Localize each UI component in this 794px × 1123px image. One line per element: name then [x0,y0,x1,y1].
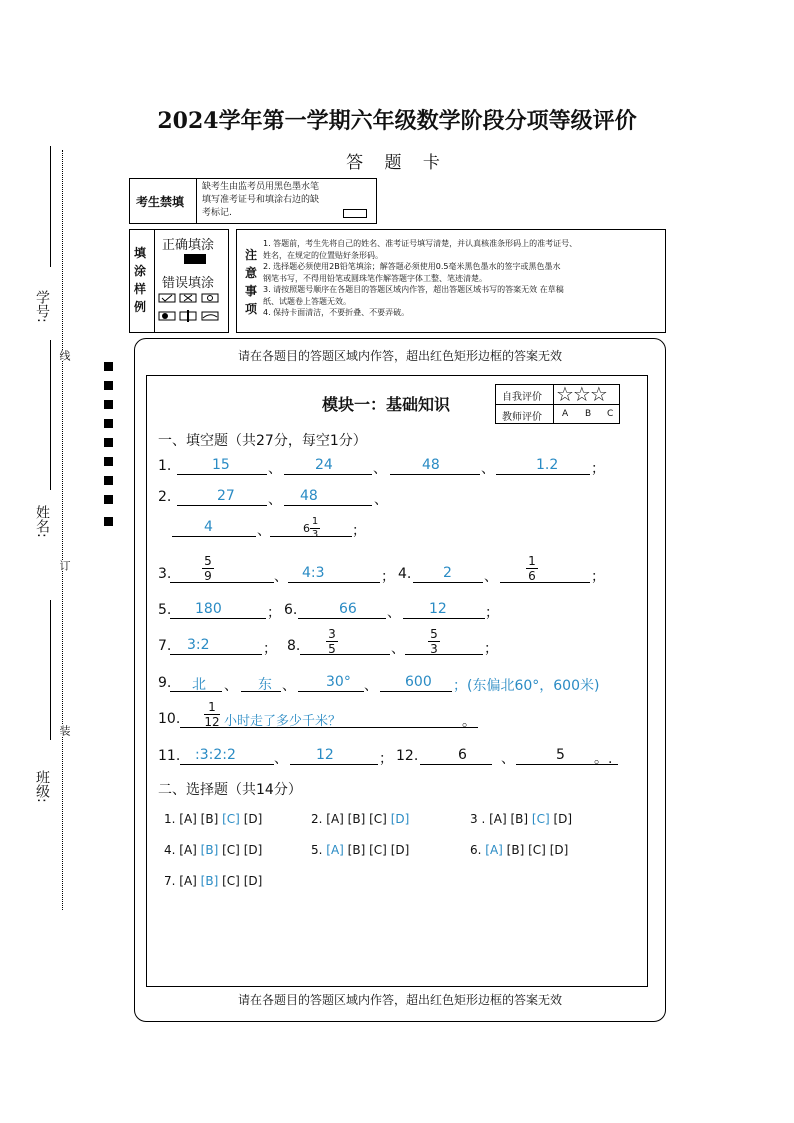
q8-a-denominator: 5 [326,641,338,656]
q2-answer-d-frac[interactable] [310,516,320,541]
q1-answer-a[interactable]: 15 [212,457,230,473]
class-label: 班级: [34,770,50,803]
name-label: 姓名: [34,505,50,538]
notice-item: 纸、试题卷上答题无效。 [263,296,351,306]
choice-question-4 [164,843,262,857]
binding-ding: 订 [58,560,71,571]
position-mark [104,495,113,504]
grade-c[interactable]: C [607,409,614,419]
position-mark [104,381,113,390]
q4-num: 4. [398,566,412,582]
choice-number: 7. [164,874,180,888]
q2-d-denominator: 3 [311,529,319,540]
q9-sep: 、 [282,678,296,694]
q4-sep: 、 [484,569,498,585]
absence-box [129,178,377,224]
q11-sep: 、 [274,751,288,767]
student-no-label: 学号: [34,290,50,323]
notice-vertical-label: 注意事项 [245,248,258,316]
binding-zhuang: 装 [58,725,71,736]
q10-answer-text[interactable]: 小时走了多少千米？ [224,714,342,729]
absence-text-2: 填写准考证号和填涂右边的缺 [202,195,320,205]
choice-question-6 [470,843,568,857]
choice-option[interactable]: [A] [179,812,197,826]
q9-answer-a[interactable]: 北 [192,677,206,693]
grade-a[interactable]: A [562,409,569,419]
q10-numerator: 1 [208,700,216,714]
absence-text-3: 考标记. [202,208,232,218]
choice-option[interactable]: [C] [369,843,387,857]
choice-option[interactable]: [C] [222,843,240,857]
sample-vertical-label: 填涂样例 [134,246,147,314]
position-mark [104,517,113,526]
q8-answer-b[interactable] [428,627,440,656]
choice-option[interactable]: [C] [528,843,546,857]
q12-answer-a[interactable]: 6 [458,747,467,763]
q7-num: 7. [158,638,172,654]
q4-answer-b[interactable] [526,554,538,583]
choice-number: 4. [164,843,180,857]
choice-number: 3 . [470,812,490,826]
binding-xian: 线 [58,350,71,361]
q12-num: 12. [396,748,419,764]
self-eval-label: 自我评价 [502,392,542,403]
q10-end: 。 [462,714,476,730]
q2-sep: 、 [374,492,388,508]
choice-option[interactable]: [C] [222,812,240,826]
q2-answer-a[interactable]: 27 [217,488,235,504]
choice-option[interactable]: [A] [326,843,344,857]
q2-answer-d-int[interactable]: 6 [303,522,310,535]
choice-option[interactable]: [D] [549,843,569,857]
choice-option[interactable]: [B] [510,812,529,826]
q9-num: 9. [158,675,172,691]
q11-num: 11. [158,748,181,764]
choice-option[interactable]: [B] [200,812,219,826]
q8-num: 8. [287,638,301,654]
choice-number: 2. [311,812,327,826]
q4-end: ； [591,569,605,585]
wrong-fill-samples [158,292,228,328]
choice-option[interactable]: [B] [200,874,219,888]
choice-option[interactable]: [C] [531,812,550,826]
q11-end: ； [379,751,393,767]
grade-b[interactable]: B [585,409,592,419]
binding-dotted-line [62,150,63,910]
absence-text-1: 缺考生由监考员用黑色墨水笔 [202,182,320,192]
notice-item: 2. 选择题必须使用2B铅笔填涂；解答题必须使用0.5毫米黑色墨水的签字或黑色墨水 [263,262,561,271]
correct-fill-label: 正确填涂 [162,238,215,253]
eval-table [495,384,620,424]
q4-numerator: 1 [528,554,536,568]
choice-option[interactable]: [B] [347,812,366,826]
notice-item: 1. 答题前，考生先将自己的姓名、准考证号填写清楚，并认真核准条形码上的准考证号、 [263,239,578,248]
position-mark [104,400,113,409]
q8-sep: 、 [391,641,405,657]
q9-sep: 、 [364,678,378,694]
position-mark [104,419,113,428]
page-subtitle: 答 题 卡 [346,153,448,173]
section2-heading: 二、选择题（共14分） [158,782,302,798]
q3-sep: 、 [274,569,288,585]
q9-answer-c[interactable]: 30° [326,674,351,690]
q11-answer-b[interactable]: 12 [316,747,334,763]
q8-answer-a[interactable] [326,627,338,656]
q1-sep: 、 [268,461,282,477]
q1-answer-d[interactable]: 1.2 [536,457,559,473]
q4-answer-a[interactable]: 2 [443,565,452,581]
choice-option[interactable]: [D] [390,812,410,826]
q1-answer-c[interactable]: 48 [422,457,440,473]
q12-sep: 、 [501,751,515,767]
q9-sep: 、 [224,678,238,694]
choice-question-7 [164,874,262,888]
wrong-fill-label: 错误填涂 [162,276,215,291]
q5-num: 5. [158,602,172,618]
correct-fill-sample [184,254,206,264]
position-mark [104,476,113,485]
q6-answer-a[interactable]: 66 [339,601,357,617]
choice-question-2 [311,812,409,826]
choice-option[interactable]: [D] [390,843,410,857]
warning-top: 请在各题目的答题区域内作答，超出红色矩形边框的答案无效 [237,349,562,363]
q6-answer-b[interactable]: 12 [429,601,447,617]
choice-option[interactable]: [D] [243,843,263,857]
q3-answer-b[interactable]: 4:3 [302,565,325,581]
q2-end: ； [352,523,366,539]
choice-option[interactable]: [A] [326,812,344,826]
q10-denominator: 12 [204,715,220,729]
notice-item: 姓名，在规定的位置贴好条形码。 [263,250,383,260]
q6-end: ； [485,605,499,621]
choice-number: 6. [470,843,486,857]
choice-option[interactable]: [C] [222,874,240,888]
q8-b-numerator: 5 [430,627,438,641]
choice-option[interactable]: [C] [369,812,387,826]
choice-option[interactable]: [B] [506,843,525,857]
q6-sep: 、 [387,605,401,621]
q9-answer-b[interactable]: 东 [258,677,272,693]
position-mark [104,438,113,447]
q2-answer-b[interactable]: 48 [300,488,318,504]
q8-b-denominator: 3 [428,641,440,656]
q12-answer-b[interactable]: 5 [556,747,565,763]
q2-num: 2. [158,489,172,505]
q6-num: 6. [284,602,298,618]
section1-heading: 一、填空题（共27分，每空1分） [158,433,367,449]
name-line [50,340,51,490]
q5-answer[interactable]: 180 [195,601,222,617]
absence-mark-box[interactable] [343,209,367,218]
teacher-eval-label: 教师评价 [502,412,542,423]
q3-end: ； [381,569,395,585]
position-mark [104,457,113,466]
choice-option[interactable]: [A] [179,874,197,888]
q10-answer-frac[interactable] [204,700,220,729]
choice-option[interactable]: [B] [347,843,366,857]
choice-number: 1. [164,812,180,826]
notice-item: 钢笔书写，不得用铅笔或圆珠笔作解答题字体工整、笔迹清楚。 [263,273,487,283]
choice-option[interactable]: [D] [553,812,573,826]
q3-answer-a[interactable] [202,554,214,583]
q7-end: ； [263,641,277,657]
choice-option[interactable]: [D] [243,874,263,888]
q10-num: 10. [158,711,181,727]
choice-number: 5. [311,843,327,857]
q1-num: 1. [158,458,172,474]
choice-question-1 [164,812,262,826]
q2-d-numerator: 1 [311,516,319,527]
module-title: 模块一：基础知识 [322,395,451,414]
q1-answer-b[interactable]: 24 [315,457,333,473]
notice-item: 3. 请按照题号顺序在各题目的答题区域内作答，超出答题区域书写的答案无效 在草稿 [263,285,564,294]
q11-answer-a[interactable]: :3:2:2 [195,747,236,763]
q5-end: ； [267,605,281,621]
q8-a-numerator: 3 [328,627,336,641]
q1-sep: 、 [481,461,495,477]
choice-question-3 [470,812,572,826]
page-title: 2024学年第一学期六年级数学阶段分项等级评价 [157,108,637,134]
q9-tail-note: ；(东偏北60°，600米) [453,678,600,694]
choice-option[interactable]: [B] [200,843,219,857]
position-mark [104,362,113,371]
q12-end: 。. [594,751,613,767]
choice-option[interactable]: [A] [489,812,507,826]
choice-question-5 [311,843,409,857]
q1-end: ； [591,461,605,477]
q2-sep: 、 [257,523,271,539]
q7-answer[interactable]: 3:2 [187,637,210,653]
student-no-line [50,146,51,267]
q3-denominator: 9 [202,568,214,583]
q3-num: 3. [158,566,172,582]
absence-label: 考生禁填 [136,195,185,209]
sample-box [129,229,229,333]
q8-end: ； [484,641,498,657]
q9-answer-d[interactable]: 600 [405,674,432,690]
notice-item: 4. 保持卡面清洁，不要折叠、不要弄破。 [263,308,410,317]
q3-numerator: 5 [204,554,212,568]
warning-bottom: 请在各题目的答题区域内作答，超出红色矩形边框的答案无效 [237,993,562,1007]
q2-answer-c[interactable]: 4 [204,519,213,535]
q2-sep: 、 [268,492,282,508]
q1-sep: 、 [373,461,387,477]
choice-option[interactable]: [A] [179,843,197,857]
q4-denominator: 6 [526,568,538,583]
notice-box [236,229,666,333]
self-eval-stars[interactable]: ☆☆☆ [556,382,607,406]
notice-list [263,238,663,319]
class-line [50,600,51,740]
choice-option[interactable]: [A] [485,843,503,857]
choice-option[interactable]: [D] [243,812,263,826]
